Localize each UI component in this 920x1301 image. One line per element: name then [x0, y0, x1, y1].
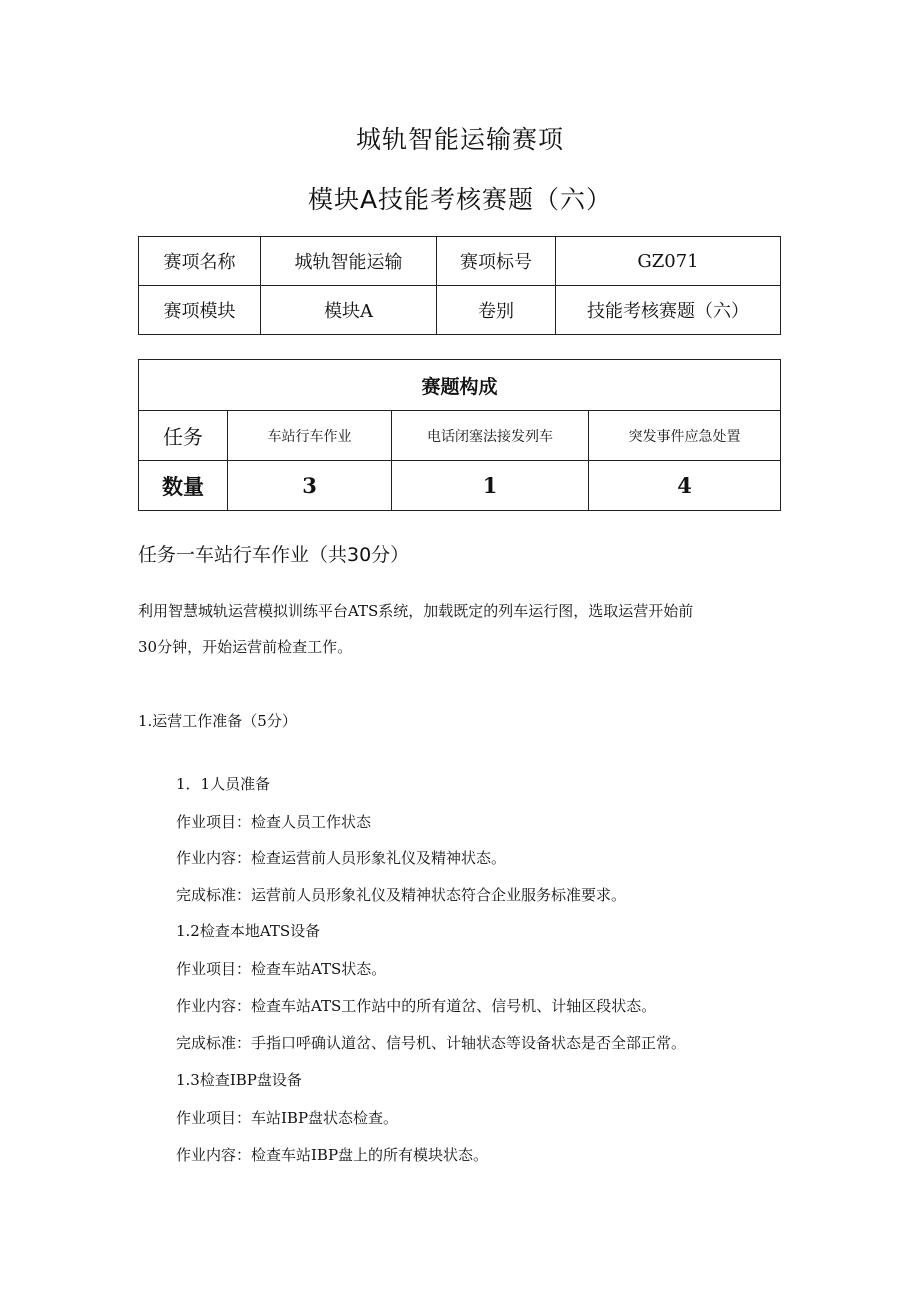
count-cell: 3	[228, 461, 392, 511]
document-title: 城轨智能运输赛项	[355, 125, 564, 154]
list-item: 作业项目：车站IBP盘状态检查。	[176, 1109, 399, 1127]
table-row	[139, 237, 781, 286]
list-item: 完成标准：手指口呼确认道岔、信号机、计轴状态等设备状态是否全部正常。	[176, 1034, 687, 1052]
value-paper-type: 技能考核赛题（六）	[556, 286, 781, 335]
task-cell: 电话闭塞法接发列车	[392, 411, 589, 461]
table-row	[139, 461, 781, 511]
subsection-title: 1.运营工作准备（5分）	[138, 712, 297, 730]
count-cell: 1	[392, 461, 589, 511]
section-title: 任务一车站行车作业（共30分）	[138, 544, 410, 566]
intro-paragraph: 利用智慧城轨运营模拟训练平台ATS系统，加载既定的列车运行图，选取运营开始前	[138, 602, 694, 620]
table-row	[139, 411, 781, 461]
list-item: 作业项目：检查人员工作状态	[176, 813, 372, 831]
count-cell: 4	[589, 461, 781, 511]
list-item: 作业内容：检查车站IBP盘上的所有模块状态。	[176, 1146, 489, 1164]
list-item: 作业项目：检查车站ATS状态。	[176, 960, 387, 978]
label-event-module: 赛项模块	[139, 286, 261, 335]
task-cell: 车站行车作业	[228, 411, 392, 461]
value-event-module: 模块A	[261, 286, 437, 335]
value-event-code: GZ071	[556, 237, 781, 286]
list-item: 作业内容：检查车站ATS工作站中的所有道岔、信号机、计轴区段状态。	[176, 997, 657, 1015]
label-event-code: 赛项标号	[437, 237, 556, 286]
composition-table	[138, 359, 781, 511]
info-table	[138, 236, 781, 335]
list-item: 完成标准：运营前人员形象礼仪及精神状态符合企业服务标准要求。	[176, 886, 627, 904]
item-heading: 1.2检查本地ATS设备	[176, 922, 321, 940]
item-heading: 1．1人员准备	[176, 775, 271, 793]
table-header-row	[139, 360, 781, 411]
intro-paragraph-continued: 30分钟，开始运营前检查工作。	[138, 638, 353, 656]
item-heading: 1.3检查IBP盘设备	[176, 1071, 302, 1089]
task-cell: 突发事件应急处置	[589, 411, 781, 461]
count-label: 数量	[139, 461, 228, 511]
task-label: 任务	[139, 411, 228, 461]
document-subtitle: 模块A技能考核赛题（六）	[307, 185, 613, 214]
value-event-name: 城轨智能运输	[261, 237, 437, 286]
label-paper-type: 卷别	[437, 286, 556, 335]
list-item: 作业内容：检查运营前人员形象礼仪及精神状态。	[176, 849, 507, 867]
composition-header: 赛题构成	[139, 360, 781, 411]
table-row	[139, 286, 781, 335]
label-event-name: 赛项名称	[139, 237, 261, 286]
